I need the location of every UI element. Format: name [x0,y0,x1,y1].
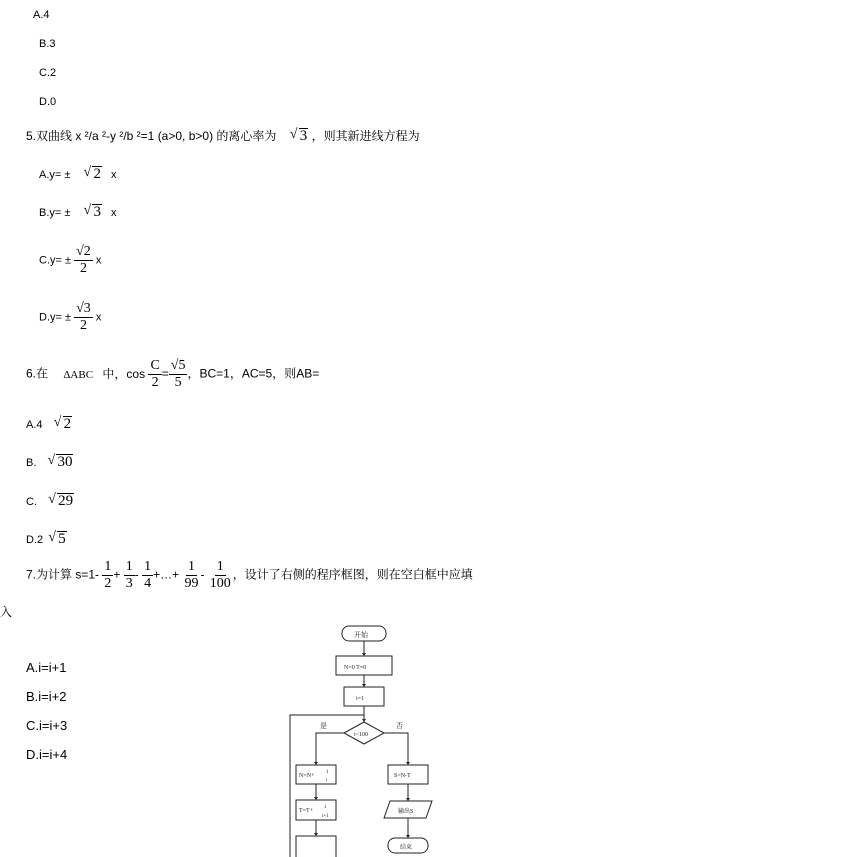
flowchart-blank-box [296,836,336,857]
q4-option-a: A.4 [33,9,50,21]
flowchart-s-label: S=N-T [394,773,411,779]
flowchart-init-label: N=0 T=0 [344,665,367,671]
q7-stem-wrap: 入 [0,605,13,619]
q7-option-c: C.i=i+3 [26,718,68,733]
flowchart-t-frac-den: i+1 [322,814,329,819]
q7-option-d: D.i=i+4 [26,747,68,762]
flowchart-t-label: T=T+ [299,808,314,814]
q5-option-a: A.y= ± √ 2 x [39,165,117,182]
q6-option-b: B. √ 30 [26,453,73,470]
q6-option-d: D.2 √ 5 [26,530,66,547]
flowchart [280,620,450,857]
flowchart-n-frac-num: 1 [326,770,329,775]
flowchart-n-frac-den: i [326,778,328,783]
q6-option-c: C. √ 29 [26,492,74,509]
q4-option-d: D.0 [39,96,57,108]
q4-option-b: B.3 [39,38,56,50]
q6-option-a: A.4 √ 2 [26,415,72,432]
q5-sqrt: √ 3 [289,127,308,144]
q5-option-c: C.y= ± $\frac{√2}{2}$ x [39,244,102,276]
flowchart-no-label: 否 [396,722,403,730]
flowchart-output-label: 输出S [398,809,414,815]
q4-option-c: C.2 [39,67,57,79]
flowchart-start-label: 开始 [354,631,368,639]
flowchart-t-frac-num: 1 [324,805,327,810]
q7-option-b: B.i=i+2 [26,689,67,704]
q5-stem [26,127,420,145]
flowchart-end-label: 结束 [400,845,413,851]
flowchart-yes-label: 是 [320,722,327,730]
flowchart-n-label: N=N+ [299,773,315,779]
flowchart-cond-label: i<100 [354,732,369,738]
q5-option-d: D.y= ± $\frac{√3}{2}$ x [39,301,102,333]
q5-option-b: B.y= ± √ 3 x [39,203,117,220]
flowchart-i-label: i=1 [356,696,365,702]
q7-option-a: A.i=i+1 [26,660,67,675]
q7-stem: 7.为计算 s=1- $\frac{1}{2}$ + $\frac{1}{3}$ - $\frac{1}{4}$ +…+ $\frac{1}{99}$ - $\frac{1}{100}$ ，设计了右侧的程序框图，则在空白框中应填 [26,559,473,591]
q6-stem: 6.在 ΔABC 中，cos $\frac{C}{2}$ = $\frac{√5}{5}$ ，BC=1，AC=5，则AB= [26,358,320,390]
q5-stem-post: ，则其新进线方程为 [311,129,420,143]
q5-stem-text: 5.双曲线 x ²/a ²-y ²/b ²=1 (a>0, b>0) 的离心率为 [26,129,277,143]
